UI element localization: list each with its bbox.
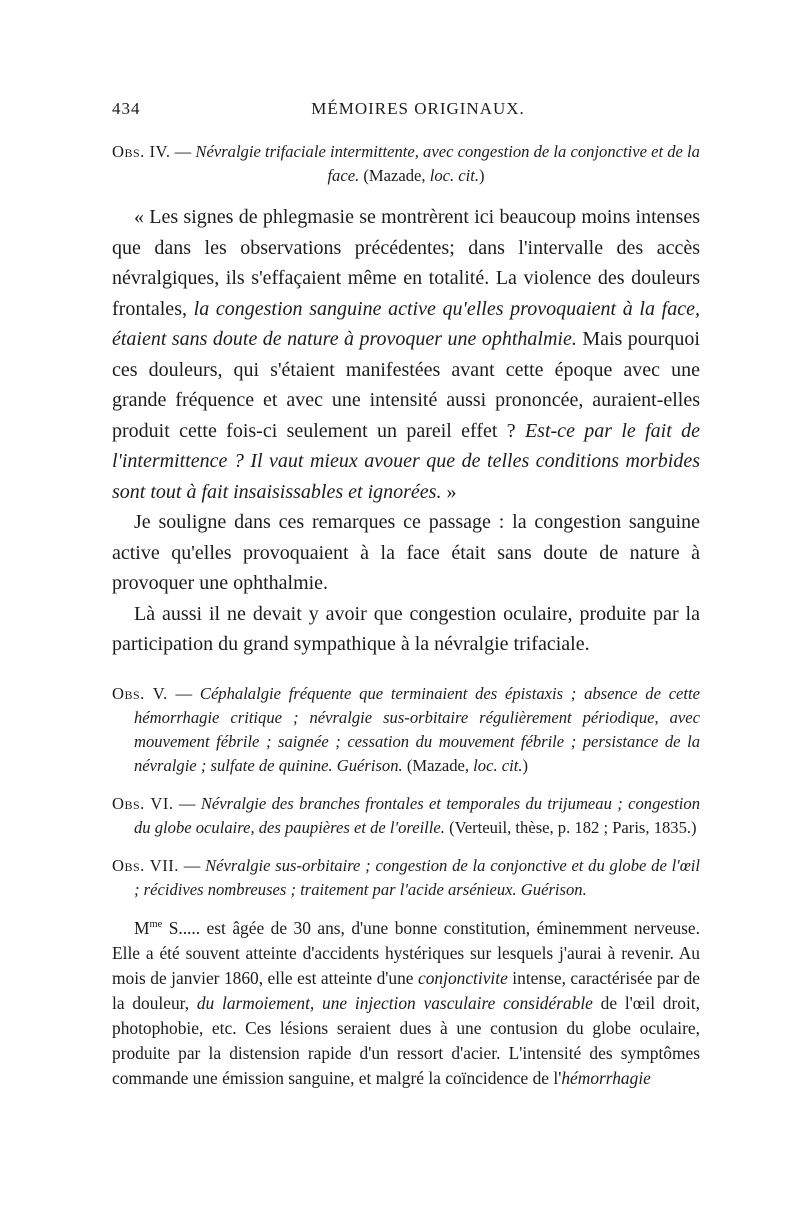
quote-close: »: [441, 480, 457, 503]
case-italic-3: hémorrhagie: [561, 1067, 651, 1088]
obs-vi-title: Névralgie des branches frontales et temporales du trijumeau ; congestion du globe oculaire, des paupières et de l'oreille.: [134, 793, 700, 837]
obs-v-source: (Mazade,: [402, 755, 474, 775]
obs-iv-source-end: ): [479, 166, 485, 185]
case-text-3: de l'œil droit, photophobie, etc. Ces lésions seraient dues à une contusion du globe oculaire, produite par la distension rapide d'un ressort d'acier. L'intensité des symptômes commande une émission sanguine, et malgré la coïncidence de l': [112, 992, 700, 1088]
body-text: [112, 140, 700, 1091]
obs-iv-heading: [112, 140, 700, 188]
obs-v-source-end: ): [522, 755, 529, 775]
case-text-1: S..... est âgée de 30 ans, d'une bonne constitution, éminemment nerveuse. Elle a été souvent atteinte d'accidents hystériques sur lesquels j'aurai à revenir. Au mois de janvier 1860, elle est atteinte d'une: [112, 917, 700, 988]
obs-v-source-loc: loc. cit.: [473, 755, 523, 775]
quote-paragraph: [112, 202, 700, 507]
case-italic-1: conjonctivite: [418, 967, 508, 988]
obs-vi-label: Obs. VI.: [112, 793, 174, 813]
running-title: MÉMOIRES ORIGINAUX.: [311, 99, 525, 118]
obs-vii-title: Névralgie sus-orbitaire ; congestion de la conjonctive et du globe de l'œil ; récidives nombreuses ; traitement par l'acide arsénieux. Guérison.: [134, 855, 701, 899]
obs-vi-source: (Verteuil, thèse, p. 182 ; Paris, 1835.): [444, 817, 697, 837]
running-head: [112, 98, 700, 120]
obs-iv-source-loc: loc. cit.: [429, 166, 480, 185]
obs-vii-dash: —: [178, 855, 206, 875]
case-mme-sup: me: [149, 918, 163, 930]
obs-v-title: Céphalalgie fréquente que terminaient des épistaxis ; absence de cette hémorrhagie critique ; névralgie sus-orbitaire régulièrement périodique, avec mouvement fébrile ; saignée ; cessation du mouvement fébrile ; persistance de la névralgie ; sulfate de quinine. Guérison.: [134, 683, 701, 775]
obs-iv-source: (Mazade,: [359, 166, 430, 185]
obs-vi-heading: [112, 792, 700, 840]
obs-v-dash: —: [167, 683, 200, 703]
page-number: 434: [112, 99, 141, 118]
obs-vii-heading: [112, 854, 700, 902]
paragraph-je-souligne: Je souligne dans ces remarques ce passage : la congestion sanguine active qu'elles provoquaient à la face était sans doute de nature à provoquer une ophthalmie.: [112, 511, 700, 594]
obs-iv-title: Névralgie trifaciale intermittente, avec congestion de la conjonctive et de la face.: [195, 142, 700, 185]
obs-v-heading: [112, 682, 700, 778]
obs-vi-dash: —: [173, 793, 201, 813]
case-paragraph: [112, 916, 700, 1091]
quote-middle: Mais pourquoi ces douleurs, qui s'étaient manifestées avant cette époque avec une grande fréquence et avec une intensité aussi prononcée, auraient-elles produit cette fois-ci seulement un pareil effet ?: [112, 328, 700, 442]
case-italic-2: du larmoiement, une injection vasculaire considérable: [196, 992, 593, 1013]
obs-iv-label: Obs. IV.: [112, 142, 171, 161]
obs-iv-dash: —: [170, 142, 196, 161]
quote-italic-1: la congestion sanguine active qu'elles provoquaient à la face, étaient sans doute de nature à provoquer une ophthalmie.: [112, 297, 700, 350]
quote-open: « Les signes de phlegmasie se montrèrent ici beaucoup moins intenses que dans les observations précédentes; dans l'intervalle des accès névralgiques, ils s'effaçaient même en totalité. La violence des douleurs frontales,: [112, 206, 700, 320]
quote-italic-2: Est-ce par le fait de l'intermittence ? Il vaut mieux avouer que de telles conditions morbides sont tout à fait insaisissables et ignorées.: [112, 419, 700, 503]
paragraph-la-aussi: Là aussi il ne devait y avoir que congestion oculaire, produite par la participation du grand sympathique à la névralgie trifaciale.: [112, 602, 700, 655]
case-text-2: intense, caractérisée par de la douleur,: [112, 967, 701, 1013]
case-mme: M: [134, 917, 150, 938]
obs-v-label: Obs. V.: [112, 683, 168, 703]
obs-vii-label: Obs. VII.: [112, 855, 179, 875]
